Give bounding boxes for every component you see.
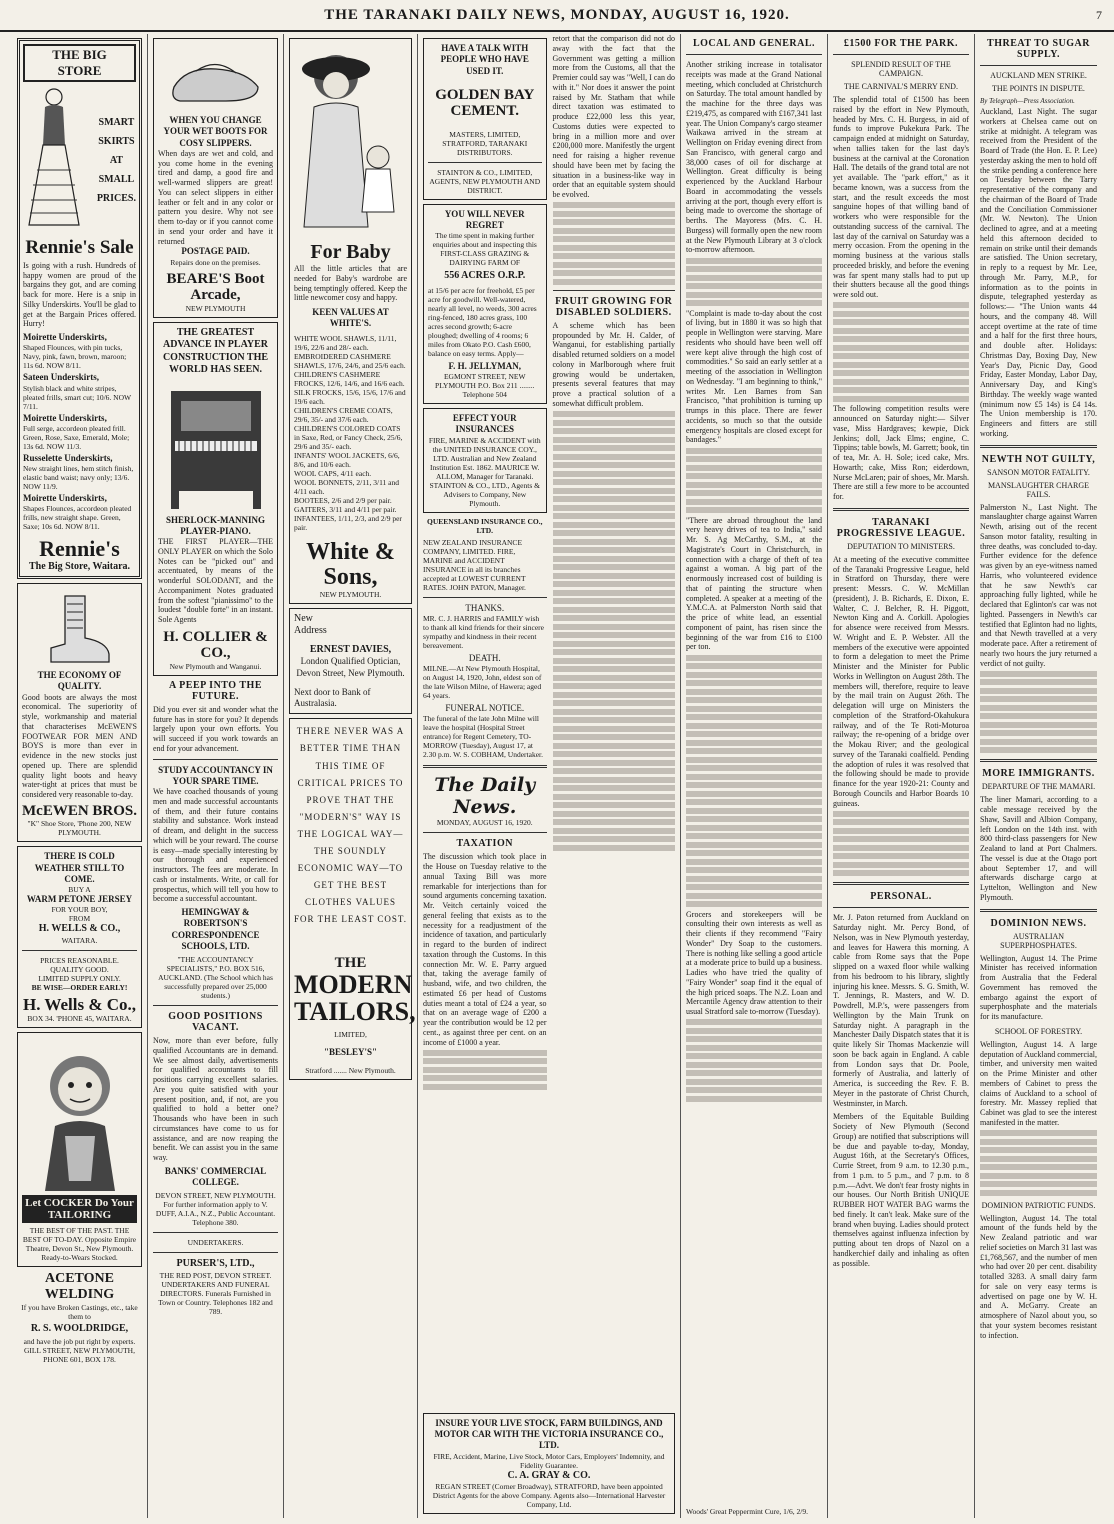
- item-desc: New straight lines, hem stitch finish, elastic band waist; navy only; 13/6. NOW 11/9.: [23, 464, 134, 492]
- wells-line: H. WELLS & CO.,: [38, 923, 121, 935]
- wells-line: FROM: [68, 914, 91, 924]
- funeral-text: The funeral of the late John Milne will leave the hospital (Hospital Street entrance) for Regent Cemetery, TO-MORROW (Tuesday), August 17, at 2.30 p.m. W. S. COBHAM, Undertaker.: [423, 714, 543, 760]
- big-store-ad: [17, 38, 142, 579]
- piano-name: SHERLOCK-MANNING PLAYER-PIANO.: [165, 514, 265, 536]
- whites-city: NEW PLYMOUTH.: [319, 589, 382, 599]
- value-item: CHILDREN'S CREME COATS, 29/6, 35/- and 37/6 each.: [294, 405, 393, 424]
- column-2: [148, 34, 284, 1518]
- talk-title: HAVE A TALK WITH PEOPLE WHO HAVE USED IT.: [440, 43, 529, 76]
- forestry-title: SCHOOL OF FORESTRY.: [994, 1026, 1083, 1036]
- newth-sub-2: MANSLAUGHTER CHARGE FAILS.: [987, 480, 1090, 499]
- immigrants-text: The liner Mamari, according to a cable message received by the Shaw, Savill and Albion Company, left London on the 14th inst. with 800 third-class passengers for New Zealand to land at Port Chalmers. The vessel is due at the Otago port about September 17, and will afterwards discharge cargo at Lyttelton, Wellington and New Plymouth.: [980, 795, 1097, 902]
- tag-line-2: SKIRTS: [98, 135, 135, 147]
- keen-values-title: KEEN VALUES AT WHITE'S.: [312, 307, 389, 329]
- column-1: [12, 34, 148, 1518]
- footer-title: INSURE YOUR LIVE STOCK, FARM BUILDINGS, AND MOTOR CAR WITH THE VICTORIA INSURANCE CO., LTD.: [434, 1417, 664, 1451]
- wells-line: WAITARA.: [61, 935, 98, 945]
- modern-besley: "BESLEY'S": [323, 1046, 377, 1057]
- fruit-title: FRUIT GROWING FOR DISABLED SOLDIERS.: [555, 295, 673, 318]
- for-baby-title: For Baby: [310, 241, 391, 263]
- postage-text: POSTAGE PAID.: [181, 246, 250, 257]
- newth-title: NEWTH NOT GUILTY,: [981, 453, 1096, 465]
- league-sub: DEPUTATION TO MINISTERS.: [847, 541, 955, 551]
- modern-intro: THERE NEVER WAS A BETTER TIME THAN THIS TIME OF CRITICAL PRICES TO PROVE THAT THE "MODERN'S" WAY IS THE LOGICAL WAY—THE SOUNDLY ECONOMIC WAY—TO GET THE BEST CLOTHES VALUES FOR THE LEAST COST.: [294, 726, 408, 925]
- taxation-text: The discussion which took place in the House on Tuesday relative to the annual Taxing Bill was more remarkable for interjections than for sound arguments concerning taxation. Mr. Veitch certainly voiced the general feeling that exists as to the necessity for a readjustment of the incidence of taxation, and particularly in regard to the burden of indirect taxation through the Customs. In this connection Mr. W. E. Parry argued that, taking the average family of husband, wife, and two children, the estimated £6 per head of Customs duties meant a total of £24 a year, so that on an average wage of £200 a year the contribution would be 12 per cent., as against three per cent. on an income of £1000 a year.: [423, 852, 547, 1047]
- tag-line-1: SMART: [98, 116, 135, 128]
- davies-sub: London Qualified Optician, Devon Street, New Plymouth.: [296, 656, 405, 678]
- positions-title: GOOD POSITIONS VACANT.: [168, 1011, 263, 1033]
- personal-text: Mr. J. Paton returned from Auckland on Saturday night. Mr. Percy Bond, of Nelson, was in New Plymouth yesterday, and leaves for Hawera this morning. A cable from Rome says that the Pope slipped on a waxed floor while walking from his bedroom to his library, slightly injuring his knee. Messrs. S. G. Smith, W. T. Jennings, R. Masters, and W. D. Powdrell, M.P.'s, were passengers from Wellington by the Main Trunk on Saturday night. A paragraph in the Manchester Daily Dispatch states that it is quite likely Sir Thomas Mackenzie will soon be back again in England. A cable from London says that Dr. Poole, formerly of Australia, and latterly of America, is succeeding the Rev. F. B. Meyer in the pastorate of Christ Church, Westminster, in March.: [833, 913, 969, 1108]
- mother-child-illustration-icon: [296, 47, 406, 237]
- column-6: [828, 34, 975, 1518]
- death-text: MILNE.—At New Plymouth Hospital, on August 14, 1920, John, eldest son of the late Wilson Milne, of Hawera; aged 64 years.: [423, 664, 542, 700]
- value-item: WOOL CAPS, 4/11 each.: [294, 468, 372, 478]
- beare-ad: [153, 38, 278, 318]
- park-text-2: The following competition results were announced on Saturday night:— Silver vase, Miss Hardgraves; kewpie, Dick Jenkins; doll, Jack Elms; engine, C. Tippins; table bowls, M. Garrett; book, tin of tea, Mr. A. H. Sole; iced cake, Mrs. Howarth; cake, Miss Ron; eiderdown, Nurse McLaren; pair of shoes, Mr. Marsh. There are still a few more to be accounted for.: [833, 404, 969, 501]
- wells-logo: H. Wells & Co.,: [22, 994, 137, 1014]
- column-5: [681, 34, 828, 1518]
- farm-ad: [423, 204, 547, 404]
- insurance-ad: [423, 408, 547, 513]
- modern-the: THE: [334, 954, 367, 971]
- woods-ad: Woods' Great Peppermint Cure, 1/6, 2/9.: [686, 1507, 808, 1516]
- personal-title: PERSONAL.: [870, 891, 932, 903]
- acres-text: 556 ACRES O.R.P.: [444, 270, 526, 282]
- collier-logo: H. COLLIER & CO.,: [163, 628, 268, 662]
- regret-text: The time spent in making further enquiries about and inspecting this FIRST-CLASS GRAZING & DAIRYING FARM OF: [432, 231, 537, 268]
- rennies-sale-heading: Rennie's Sale: [25, 237, 134, 258]
- collier-ad: [153, 322, 278, 676]
- farm-text: at 15/6 per acre for freehold, £5 per acre for goodwill. Well-watered, nearly all level, no weeds, 300 acres ring-fenced, 180 acres grass, 100 acres second growth; 6-acre ploughed; dwelling of 4 rooms; 6 miles from Okato P.O. Cash £600, balance on easy terms. Apply—: [428, 285, 537, 358]
- big-store-logo: THE BIG STORE: [23, 44, 136, 82]
- banks-sub: DEVON STREET, NEW PLYMOUTH. For further information apply to V. DUFF, A.I.A., N.Z., Public Accountant. Telephone 380.: [155, 1191, 276, 1228]
- thanks-text: MR. C. J. HARRIS and FAMILY wish to thank all kind friends for their sincere sympathy and kindness in their recent bereavement.: [423, 613, 545, 650]
- davies-name: ERNEST DAVIES,: [309, 643, 392, 655]
- acetone-title: ACETONE WELDING: [44, 1270, 115, 1302]
- column-3: [284, 34, 418, 1518]
- item-desc: Stylish black and white stripes, pleated frills, smart cut; 10/6. NOW 7/11.: [23, 383, 131, 411]
- sugar-title: THREAT TO SUGAR SUPPLY.: [987, 38, 1090, 60]
- value-item: INFANTS' WOOL JACKETS, 6/6, 8/6, and 10/6 each.: [294, 450, 400, 469]
- local-text: Another striking increase in totalisator receipts was made at the Grand National meeting, which concluded at Christchurch on Saturday. The total amount handled by the machine for the three days was £219,475, as compared with £167,341 last year. The Union Company's cargo steamer Waikawa arrived in the stream at Wellington on Friday evening direct from San Francisco, with general cargo and 38,000 cases of oil for discharge at Wellington. Great difficulty is being experienced by the Auckland Harbour Board in accommodating the vessels arriving at the port, though every effort is being made to overcome the shortage of berths. The Mayoress (Mrs. C. H. Burgess) will formally open the new room at the New Plymouth Library at 3 o'clock to-morrow afternoon.: [686, 60, 822, 255]
- value-item: BOOTEES, 2/6 and 2/9 per pair.: [294, 495, 392, 505]
- player-piano-icon: [161, 381, 271, 511]
- insurance-text: FIRE, MARINE & ACCIDENT with the UNITED INSURANCE COY., LTD. Australian and New Zealand Institution Est. 1862. MAURICE W. ALLOM, Manager for Taranaki. STAINTON & CO., LTD., Agents & Advisers to Company, New Plymouth.: [428, 435, 541, 508]
- immigrants-title: MORE IMMIGRANTS.: [982, 768, 1095, 780]
- rennies-logo: Rennie's: [39, 536, 120, 562]
- peep-title: A PEEP INTO THE FUTURE.: [169, 679, 262, 702]
- dominion-text: Wellington, August 14. The Prime Minister has received information from Australia that the Federal Government has removed the embargo against the export of superphosphate and the materials for its manufacture.: [980, 953, 1097, 1021]
- dominion-sub: AUSTRALIAN SUPERPHOSPHATES.: [1000, 931, 1077, 950]
- footer-sub: FIRE, Accident, Marine, Live Stock, Motor Cars, Employers' Indemnity, and Fidelity Guarantee.: [433, 1451, 665, 1470]
- value-item: INFANTEES, 1/11, 2/3, and 2/9 per pair.: [294, 513, 402, 532]
- wells-ad: [17, 846, 142, 1027]
- undertakers-heading: UNDERTAKERS.: [187, 1238, 244, 1248]
- fruit-text: A scheme which has been propounded by Mr. H. Calder, of Wanganui, for establishing partially disabled returned soldiers on a model colony in Marlborough where fruit growing would be undertaken, presents several features that may prove a practical solution of a somewhat difficult problem.: [552, 320, 675, 408]
- item-name: Moirette Underskirts,: [23, 493, 107, 504]
- sugar-points: THE POINTS IN DISPUTE.: [992, 84, 1085, 93]
- wells-line: WARM PETONE JERSEY: [26, 894, 133, 905]
- stainton-text: STAINTON & CO., LIMITED, AGENTS, NEW PLYMOUTH AND DISTRICT.: [429, 167, 541, 195]
- mcewen-ad: [17, 583, 142, 842]
- newth-sub: SANSON MOTOR FATALITY.: [987, 467, 1090, 477]
- tag-line-3: AT: [109, 154, 123, 166]
- cement-ad: [423, 38, 547, 200]
- funds-title: DOMINION PATRIOTIC FUNDS.: [981, 1200, 1096, 1210]
- golden-bay-title: GOLDEN BAY CEMENT.: [435, 86, 535, 120]
- acetone-ad: [17, 1271, 142, 1365]
- modern-limited: LIMITED,: [334, 1029, 367, 1039]
- tag-line-5: PRICES.: [96, 192, 136, 204]
- wells-line: QUALITY GOOD.: [50, 964, 109, 974]
- thanks-heading: THANKS.: [465, 602, 505, 613]
- column-7: [975, 34, 1102, 1518]
- funeral-heading: FUNERAL NOTICE.: [445, 703, 525, 713]
- piano-text: THE FIRST PLAYER—THE ONLY PLAYER on which the Solo Notes can be "picked out" and accentuated, by means of the wonderful SOLODANT, and the Accompaniment Notes graduated from the softest "pianissimo" to the loudest "double forte" in an instant. Sole Agents: [158, 537, 273, 624]
- nz-insurance-text: NEW ZEALAND INSURANCE COMPANY, LIMITED. FIRE, MARINE and ACCIDENT INSURANCE in all its branches accepted at LOWEST CURRENT RATES. JOHN PATON, Manager.: [423, 537, 526, 592]
- collier-sub: New Plymouth and Wanganui.: [169, 661, 262, 671]
- jellyman-sub: EGMONT STREET, NEW PLYMOUTH P.O. Box 211 ........ Telephone 504: [435, 372, 535, 399]
- item-desc: Full serge, accordeon pleated frill. Green, Rose, Saxe, Emerald, Mole; 13s 6d. NOW 11/3.: [23, 423, 130, 451]
- modern-tailors-ad: [289, 718, 416, 1079]
- sale-text: Is going with a rush. Hundreds of happy women are proud of the bargains they got, and are coming back for more. Here is a snip in Silky Underskirts. You'll be glad to get at the Bargain Prices offered. Hurry!: [23, 260, 136, 329]
- rennies-sub: The Big Store, Waitara.: [28, 560, 131, 572]
- gray-sub: REGAN STREET (Corner Broadway), STRATFORD, have been appointed District Agents for the above Company. Agents also—International Harvester Company, Ltd.: [432, 1482, 666, 1509]
- local-text-3: "There are abroad throughout the land very heavy drives of tea to India," said Mr. S. Ag McCarthy, S.M., at the Magistrate's Court in Christchurch, in connection with a charge of theft of tea against a woman. A big part of the enormously increased cost of building is that of painting the structure when completed. A speaker at a meeting of the Y.M.C.A. at Palmerston North said that the price of white lead, an essential component of paint, has risen since the beginning of the war from £16 to £100 per ton.: [686, 515, 822, 652]
- page-number: 7: [1096, 8, 1102, 22]
- insurance-title: EFFECT YOUR INSURANCES: [452, 413, 517, 435]
- park-sub: SPLENDID RESULT OF THE CAMPAIGN.: [851, 60, 951, 78]
- byline: By Telegraph—Press Association.: [980, 97, 1075, 105]
- study-title: STUDY ACCOUNTANCY IN YOUR SPARE TIME.: [158, 764, 273, 786]
- item-name: Sateen Underskirts,: [23, 372, 99, 383]
- league-text: At a meeting of the executive committee of the Taranaki Progressive League, held in Stratford on Thursday, there were present: Messrs. C. W. McMillan (president), J. B. Richards, E. Dixon, E. Walter, C. J. Belcher, R. H. Piggott, Newton King and A. Corkill. Apologies for absence were received from Messrs. W. Wright and E. P. Webster. All the members of the executive were appointed to form a delegation to meet the Prime Minister and the Minister for Public Works in Wellington on August 28th. The members will, therefore, require to leave by the mail train on August 26th. The delegation will urge on Ministers the completion of the Stratford-Okahukura railway, and of the Te Roti-Moturoa railway; the re-opening of a bridge over the Mokau River; and the geological survey of the Taranaki coalfield. Pending the adoption of rules it was resolved that the following should be made to provide finance for the year 1920-21: County and Borough Councils and Harbor Boards 10 guineas.: [833, 554, 969, 808]
- wells-line: BE WISE—ORDER EARLY!: [31, 982, 128, 992]
- value-item: EMBROIDERED CASHMERE SHAWLS, 17/6, 24/6, and 25/6 each.: [294, 351, 406, 370]
- value-item: WHITE WOOL SHAWLS, 11/11, 19/6, 22/6 and 28/- each.: [294, 333, 397, 352]
- wells-addr: BOX 34. 'PHONE 45, WAITARA.: [27, 1013, 132, 1023]
- modern-title: MODERN: [294, 970, 413, 999]
- wells-line: LIMITED SUPPLY ONLY.: [38, 973, 121, 983]
- banks-name: BANKS' COMMERCIAL COLLEGE.: [164, 1165, 267, 1187]
- regret-title: YOU WILL NEVER REGRET: [444, 208, 525, 230]
- item-desc: Shaped Flounces, with pin tucks, Navy, pink, fawn, brown, maroon; 11s 6d. NOW 8/11.: [23, 343, 127, 371]
- value-item: SILK FROCKS, 15/6, 15/6, 17/6 and 19/6 each.: [294, 387, 406, 406]
- value-item: GAITERS, 3/11 and 4/11 per pair.: [294, 504, 397, 514]
- dateline: MONDAY, AUGUST 16, 1920.: [436, 818, 533, 828]
- tailor-portrait-icon: [25, 1041, 135, 1191]
- local-general-title: LOCAL AND GENERAL.: [692, 38, 816, 49]
- purser-sub: THE RED POST, DEVON STREET. UNDERTAKERS AND FUNERAL DIRECTORS. Funerals Furnished in Town or Country. Telephones 182 and 789.: [158, 1270, 273, 1316]
- whites-logo: White & Sons,: [306, 538, 395, 590]
- value-item: WOOL BONNETS, 2/11, 3/11 and 4/11 each.: [294, 477, 399, 496]
- davies-ad: [289, 608, 412, 715]
- purser-name: PURSER'S, LTD.,: [176, 1258, 255, 1270]
- davies-address: Address: [294, 625, 327, 637]
- local-text-2: "Complaint is made to-day about the cost of living, but in 1880 it was so high that people in Wellington were starving. Mare residents who should have been well off were kept alive through the high cost of commodities." So said an early settler at a meeting of the association in Wellington on Wednesday. "I am beginning to think," writes Mr. Len Barnes from San Francisco, "that prohibition is turning up trumps in this place. There are fewer accidents, so much so that the outside emergency hospitals are closed except for bandages.": [686, 308, 822, 445]
- park-text: The splendid total of £1500 has been raised by the effort in New Plymouth, headed by Mrs. C. H. Burgess, in aid of funds to improve Pukekura Park. The campaign ended at midnight on Saturday, when tallies taken for the last day's business at the carnival at the Coronation Hall. The details of the grand total are not yet available. The "park effort," as it became known, was a success from the start, and the result exceeds the most sanguine hopes of that willing band of workers who were responsible for the outstanding success of the carnival. The last day of the carnival on Saturday was a merry occasion. From the opening in the morning business at the various stalls proceeded briskly, and before the evening was far spent many stalls had to put up their shutters because all the good things were sold out.: [833, 95, 969, 299]
- item-name: Russelette Underskirts,: [23, 452, 113, 463]
- masthead: [0, 0, 1114, 32]
- value-item: CHILDREN'S CASHMERE FROCKS, 12/6, 14/6, and 16/6 each.: [294, 369, 405, 388]
- newth-text: Palmerston N., Last Night. The manslaughter charge against Warren Newth, arising out of the recent Sanson motor fatality, resulting in three deaths, was concluded to-day. Further evidence for the defence was given by an eye-witness named Harris, who volunteered evidence that he saw Newth's car approaching fully lighted, while he declared that Eglinton's car was not lighted. Passengers in Newth's car testified that Eglinton had no lights, and that Newth travelled at a very moderate pace. After a retirement of nearly two hours the jury returned a verdict of not guilty.: [980, 502, 1097, 668]
- woman-skirt-illustration-icon: [23, 85, 85, 235]
- gray-name: C. A. GRAY & CO.: [507, 1469, 591, 1481]
- acetone-text: If you have Broken Castings, etc., take them to: [21, 1302, 138, 1321]
- boot-icon: [45, 592, 115, 666]
- carnival-sub: THE CARNIVAL'S MERRY END.: [844, 82, 958, 91]
- slipper-icon: [166, 47, 266, 111]
- beare-text: When days are wet and cold, and you come home in the evening tired and damp, a good fire and well-warmed slippers are great! You can select slippers in either leather or felt and in any color or pattern you desire. Why not see them to-day or if you cannot come in send your order and have it returned: [158, 148, 273, 246]
- local-text-4: Grocers and storekeepers will be consulting their own interests as well as their clients if they recommend "Fairy Wonder" Dry Soap to the customers. There is nothing like selling a good article at a moderate price to build up a business. Ladies who have tried the quality of "Fairy Wonder" soap find it the equal of the high priced soaps. The N.Z. Loan and Mercantile Agency draw attention to their usual Stratford sale to-morrow (Tuesday).: [686, 909, 822, 1016]
- hemingway-sub: "THE ACCOUNTANCY SPECIALISTS," P.O. BOX 516, AUCKLAND. (The School which has successfully prepared over 25,000 students.): [158, 955, 273, 1000]
- daily-news-masthead: The Daily News.: [434, 774, 536, 819]
- funds-text: Wellington, August 14. The total amount of the funds held by the New Zealand patriotic and war relief societies on March 31 last was £1,768,567, and the number of men who had over 20 per cent. disability totalled 3283. A small dairy farm for sale on very easy terms is advertised on page one by W. H. and A. McGarry. Create an atmosphere of Nazol about you, so that your system becomes resistant to infection.: [980, 1213, 1097, 1340]
- dominion-title: DOMINION NEWS.: [990, 917, 1087, 929]
- sugar-text: Auckland, Last Night. The sugar workers at Chelsea came out on strike at midnight. A telegram was received from the President of the Board of Trade (the Hon. E. P. Lee) yesterday asking the men to hold off the strike pending a conference here on Tuesday between the Tarry representative of the company and the chairman of the Board of Trade and the Conciliation Commissioner (Mr. W. Newton). The Union declined to agree, and at a meeting held this afternoon decided to remain on strike until their demands are satisfied. The Union secretary, in reply to a request by Mr. Lee, through Mr. Parry, M.P., for information as to the points in dispute, telegraphed yesterday as follows:— "The Union wants 44 hours, and the company 48. Will accept overtime at the rate of time and a half for the first three hours, and double after. Holidays: Christmas Day, Boxing Day, New Year's Day, Picnic Day, Good Friday, Easter Monday, Labor Day, Anniversary Day, and King's Birthday. The weekly wage wanted (minimum now £5 14s) is £4 14s. The Union membership is 170. Engineers and fitters are still working.: [980, 107, 1097, 438]
- beare-title: WHEN YOU CHANGE YOUR WET BOOTS FOR COSY SLIPPERS.: [163, 115, 268, 148]
- masthead-title: THE TARANAKI DAILY NEWS, MONDAY, AUGUST 16, 1920.: [324, 7, 790, 23]
- wooldridge-text: and have the job put right by experts. GILL STREET, NEW PLYMOUTH, PHONE 601, BOX 178.: [23, 1337, 136, 1365]
- peep-text: Did you ever sit and wonder what the future has in store for you? It depends largely upon your own efforts. You will succeed if you work towards an end for your advancement.: [153, 704, 278, 753]
- victoria-insurance-ad: [423, 1413, 675, 1514]
- tailors-title: TAILORS,: [294, 997, 416, 1027]
- positions-text: Now, more than ever before, fully qualified Accountants are in demand. We see almost daily, advertisements for qualified accountants to fill positions carrying excellent salaries. Are you quite satisfied with your present position, and, if not, are you qualified to hold a better one? Thousands who have been in such circumstances have come to us for assistance, and are now reaping the benefit. We can assist you in the same way.: [153, 1036, 278, 1162]
- cocker-banner: Let COCKER Do Your TAILORING: [22, 1195, 137, 1223]
- wells-line: THERE IS COLD WEATHER STILL TO COME.: [34, 851, 125, 884]
- wells-line: BUY A: [68, 885, 91, 895]
- davies-next: Next door to Bank of Australasia.: [294, 686, 371, 709]
- item-name: Moirette Underskirts,: [23, 332, 107, 343]
- mcewen-sub: "K" Shoe Store, 'Phone 200, NEW PLYMOUTH.: [27, 819, 132, 838]
- economy-text: Good boots are always the most economical. The superiority of style, workmanship and material that characterises McEWEN'S FOOTWEAR FOR MEN AND BOYS is more than ever in evidence in the new stocks just opened up. There are splendid quality light boots and heavy water-tight at prices that must be considered very reasonable to-day.: [22, 692, 137, 800]
- item-desc: Shapes Flounces, accordeon pleated frills, new straight shape. Green, Saxe; 10s 6d. NOW 8/11.: [23, 504, 132, 532]
- davies-new: New: [294, 612, 313, 624]
- forestry-text: Wellington, August 14. A large deputation of Auckland commercial, timber, and university men waited on the Prime Minister and other members of Cabinet to press the claims of Auckland to a school of forestry. Mr. Massey replied that Cabinet was glad to see the interest manifested in the matter.: [980, 1039, 1097, 1127]
- hemingway-name: HEMINGWAY & ROBERTSON'S CORRESPONDENCE SCHOOLS, LTD.: [171, 907, 260, 951]
- wells-line: FOR YOUR BOY,: [51, 905, 108, 915]
- jellyman-name: F. H. JELLYMAN,: [448, 360, 522, 371]
- whites-ad: [289, 38, 412, 604]
- player-title: THE GREATEST ADVANCE IN PLAYER CONSTRUCTION THE WORLD HAS SEEN.: [162, 326, 269, 375]
- cocker-ad: [17, 1032, 142, 1267]
- beare-logo: BEARE'S Boot Arcade,: [166, 270, 265, 303]
- immigrants-sub: DEPARTURE OF THE MAMARI.: [981, 782, 1096, 792]
- study-text: We have coached thousands of young men and made successful accountants of them, and their future contains stability and substance. Work instead of dream, and delight in the success which will be your reward. The course is easy—made specially interesting by our thorough and experienced instructors. The fees are moderate. In cash or instalments. Write, or call for prospectus, which will tell you how to become a successful accountant.: [153, 787, 278, 904]
- sugar-sub: AUCKLAND MEN STRIKE.: [990, 71, 1087, 80]
- economy-title: THE ECONOMY OF QUALITY.: [37, 670, 122, 692]
- beare-city: NEW PLYMOUTH: [185, 303, 246, 313]
- wells-line: PRICES REASONABLE.: [40, 955, 119, 965]
- queensland-text: QUEENSLAND INSURANCE CO., LTD.: [427, 516, 543, 535]
- value-item: CHILDREN'S COLORED COATS in Saxe, Red, or Fancy Check, 25/6, 29/6 and 35/- each.: [294, 423, 403, 451]
- league-title: TARANAKI PROGRESSIVE LEAGUE.: [836, 516, 966, 539]
- baby-text: All the little articles that are needed for Baby's wardrobe are being temptingly offered. Keep the little newcomer cosy and happy.: [294, 264, 407, 303]
- modern-stratford: Stratford ....... New Plymouth.: [305, 1065, 396, 1075]
- masters-text: MASTERS, LIMITED, STRATFORD, TARANAKI DISTRIBUTORS.: [442, 129, 528, 157]
- retort-text: retort that the comparison did not do away with the fact that the Government was getting a million more from the Customs, all that the Premier could say was "Well, I can do with it." Nor does it answer the point raised by Mr. Statham that while direct taxation was estimated to produce £22,000 less this year, Customs duties were expected to bring in a million more and over £200,000 more. Manifestly the urgent need for raising a higher revenue should have been met by facing the situation in a business-like way in order that an equitable system should be evolved.: [552, 34, 675, 199]
- taxation-title: TAXATION: [456, 838, 513, 850]
- wooldridge-name: R. S. WOOLDRIDGE,: [30, 1322, 129, 1334]
- item-name: Moirette Underskirts,: [23, 412, 107, 423]
- personal-text-2: Members of the Equitable Building Society of New Plymouth (Second Group) are notified that subscriptions will be due and payable to-day, Monday, August 16th, at the Secretary's Offices, Currie Street, from 9 a.m. to 12.30 p.m., from 1 p.m. to 5 p.m., and 7 p.m. to 8 p.m.—Advt. We don't fear frosty nights in our houses. Our North British UNIQUE RUBBER HOT WATER BAG warms the bed finely. It can't leak. Make sure of the brand when buying. Ladies should protect themselves against influenza infection by putting about ten drops of Nazol on a handkerchief daily and inhaling as often as possible.: [833, 1112, 969, 1268]
- mcewen-name: McEWEN BROS.: [22, 802, 138, 819]
- park-title: £1500 FOR THE PARK.: [843, 38, 959, 49]
- death-heading: DEATH.: [468, 652, 501, 663]
- cocker-sub: THE BEST OF THE PAST. THE BEST OF TO-DAY. Opposite Empire Theatre, Devon St., New Plymouth. Ready-to-Wears Stocked.: [22, 1225, 137, 1262]
- column-4: [418, 34, 681, 1518]
- repairs-text: Repairs done on the premises.: [170, 257, 261, 267]
- tag-line-4: SMALL: [98, 173, 135, 185]
